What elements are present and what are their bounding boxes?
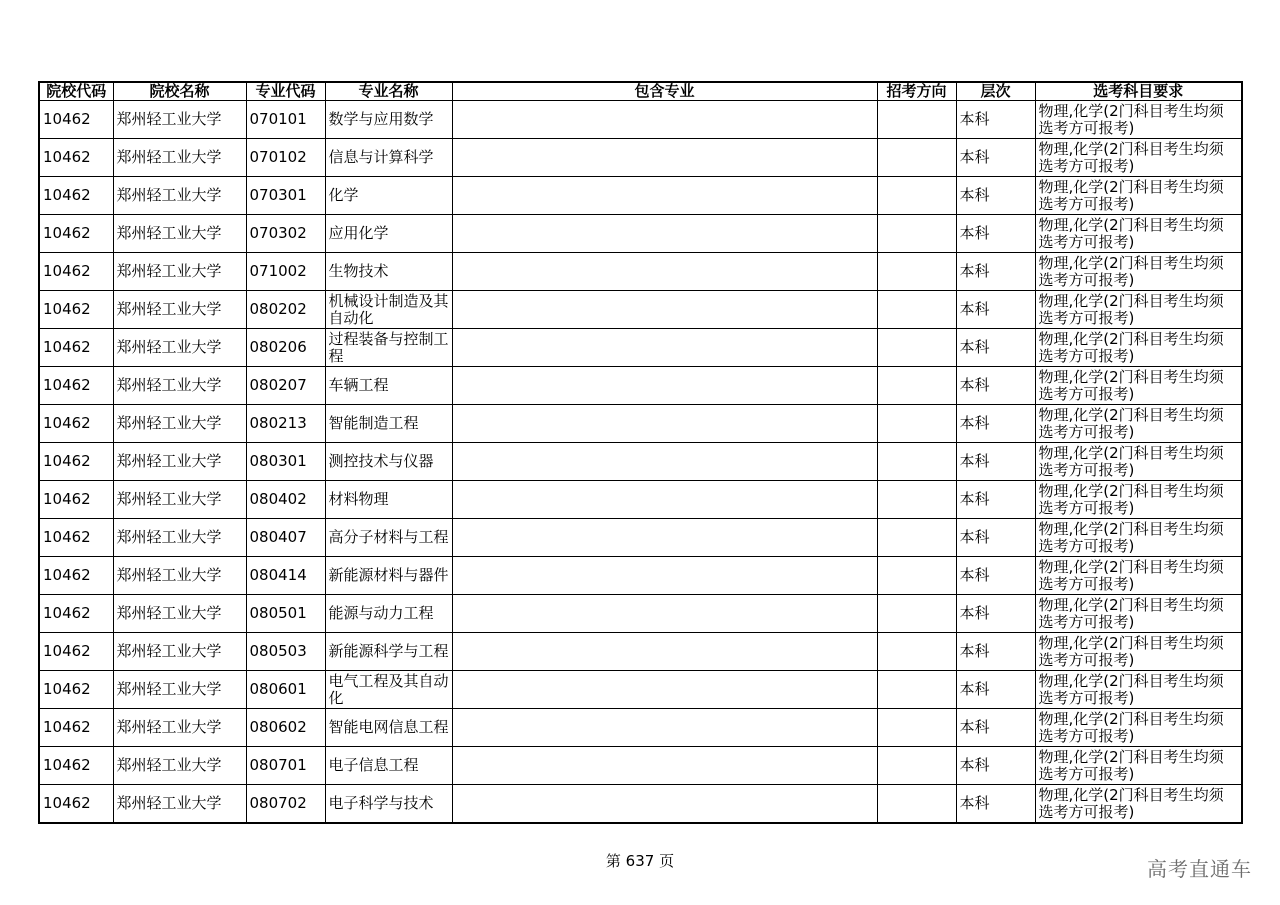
cell-major-name: 车辆工程: [325, 367, 452, 405]
table-row: [39, 367, 1242, 405]
cell-direction: [877, 405, 956, 443]
cell-included-majors: [452, 367, 877, 405]
cell-included-majors: [452, 139, 877, 177]
cell-level: 本科: [956, 633, 1035, 671]
table-row: [39, 519, 1242, 557]
cell-direction: [877, 557, 956, 595]
cell-subject-requirement: 物理,化学(2门科目考生均须选考方可报考): [1035, 481, 1242, 519]
cell-major-name: 数学与应用数学: [325, 101, 452, 139]
table-row: [39, 405, 1242, 443]
cell-major-code: 080206: [246, 329, 325, 367]
cell-included-majors: [452, 595, 877, 633]
cell-subject-requirement: 物理,化学(2门科目考生均须选考方可报考): [1035, 253, 1242, 291]
cell-school-name: 郑州轻工业大学: [113, 747, 246, 785]
cell-subject-requirement: 物理,化学(2门科目考生均须选考方可报考): [1035, 215, 1242, 253]
cell-school-name: 郑州轻工业大学: [113, 557, 246, 595]
table-row: [39, 253, 1242, 291]
cell-school-code: 10462: [39, 633, 113, 671]
cell-level: 本科: [956, 139, 1035, 177]
cell-major-code: 080213: [246, 405, 325, 443]
cell-direction: [877, 291, 956, 329]
cell-direction: [877, 785, 956, 824]
cell-subject-requirement: 物理,化学(2门科目考生均须选考方可报考): [1035, 595, 1242, 633]
table-row: [39, 101, 1242, 139]
cell-major-name: 机械设计制造及其自动化: [325, 291, 452, 329]
cell-subject-requirement: 物理,化学(2门科目考生均须选考方可报考): [1035, 177, 1242, 215]
cell-school-code: 10462: [39, 785, 113, 824]
table-row: [39, 709, 1242, 747]
cell-major-code: 080414: [246, 557, 325, 595]
cell-level: 本科: [956, 329, 1035, 367]
cell-school-code: 10462: [39, 709, 113, 747]
cell-direction: [877, 367, 956, 405]
table-body: [39, 101, 1242, 824]
cell-direction: [877, 329, 956, 367]
cell-included-majors: [452, 177, 877, 215]
cell-direction: [877, 595, 956, 633]
cell-school-code: 10462: [39, 557, 113, 595]
cell-major-code: 080407: [246, 519, 325, 557]
header-row: [39, 82, 1242, 101]
cell-subject-requirement: 物理,化学(2门科目考生均须选考方可报考): [1035, 405, 1242, 443]
cell-major-name: 智能制造工程: [325, 405, 452, 443]
cell-included-majors: [452, 671, 877, 709]
cell-major-code: 080207: [246, 367, 325, 405]
cell-level: 本科: [956, 367, 1035, 405]
cell-major-code: 080503: [246, 633, 325, 671]
cell-major-code: 080501: [246, 595, 325, 633]
cell-major-code: 070302: [246, 215, 325, 253]
cell-school-name: 郑州轻工业大学: [113, 253, 246, 291]
cell-major-name: 电气工程及其自动化: [325, 671, 452, 709]
table-row: [39, 595, 1242, 633]
cell-school-code: 10462: [39, 481, 113, 519]
cell-major-code: 070101: [246, 101, 325, 139]
table-row: [39, 215, 1242, 253]
cell-subject-requirement: 物理,化学(2门科目考生均须选考方可报考): [1035, 747, 1242, 785]
cell-school-code: 10462: [39, 405, 113, 443]
cell-school-code: 10462: [39, 595, 113, 633]
cell-school-code: 10462: [39, 215, 113, 253]
header-school-code: 院校代码: [39, 82, 113, 101]
cell-school-code: 10462: [39, 443, 113, 481]
cell-major-code: 070301: [246, 177, 325, 215]
cell-subject-requirement: 物理,化学(2门科目考生均须选考方可报考): [1035, 785, 1242, 824]
cell-direction: [877, 177, 956, 215]
cell-school-name: 郑州轻工业大学: [113, 633, 246, 671]
cell-level: 本科: [956, 709, 1035, 747]
cell-school-name: 郑州轻工业大学: [113, 101, 246, 139]
cell-subject-requirement: 物理,化学(2门科目考生均须选考方可报考): [1035, 291, 1242, 329]
cell-major-code: 071002: [246, 253, 325, 291]
table-row: [39, 747, 1242, 785]
cell-major-name: 应用化学: [325, 215, 452, 253]
cell-school-code: 10462: [39, 139, 113, 177]
cell-school-code: 10462: [39, 177, 113, 215]
cell-school-code: 10462: [39, 747, 113, 785]
cell-level: 本科: [956, 595, 1035, 633]
cell-major-name: 生物技术: [325, 253, 452, 291]
cell-direction: [877, 481, 956, 519]
cell-school-name: 郑州轻工业大学: [113, 177, 246, 215]
watermark: 高考直通车: [1147, 857, 1252, 881]
cell-included-majors: [452, 215, 877, 253]
header-major-code: 专业代码: [246, 82, 325, 101]
cell-subject-requirement: 物理,化学(2门科目考生均须选考方可报考): [1035, 519, 1242, 557]
cell-subject-requirement: 物理,化学(2门科目考生均须选考方可报考): [1035, 139, 1242, 177]
cell-school-name: 郑州轻工业大学: [113, 671, 246, 709]
cell-level: 本科: [956, 481, 1035, 519]
cell-level: 本科: [956, 557, 1035, 595]
cell-subject-requirement: 物理,化学(2门科目考生均须选考方可报考): [1035, 367, 1242, 405]
cell-direction: [877, 671, 956, 709]
cell-included-majors: [452, 443, 877, 481]
table-row: [39, 443, 1242, 481]
cell-level: 本科: [956, 215, 1035, 253]
cell-included-majors: [452, 253, 877, 291]
table-row: [39, 671, 1242, 709]
cell-major-name: 智能电网信息工程: [325, 709, 452, 747]
cell-direction: [877, 139, 956, 177]
cell-school-code: 10462: [39, 253, 113, 291]
cell-direction: [877, 709, 956, 747]
header-included-majors: 包含专业: [452, 82, 877, 101]
cell-school-name: 郑州轻工业大学: [113, 709, 246, 747]
cell-school-code: 10462: [39, 519, 113, 557]
cell-school-code: 10462: [39, 101, 113, 139]
cell-direction: [877, 253, 956, 291]
cell-level: 本科: [956, 747, 1035, 785]
cell-school-code: 10462: [39, 329, 113, 367]
cell-included-majors: [452, 747, 877, 785]
header-level: 层次: [956, 82, 1035, 101]
cell-subject-requirement: 物理,化学(2门科目考生均须选考方可报考): [1035, 633, 1242, 671]
header-subject-requirement: 选考科目要求: [1035, 82, 1242, 101]
cell-major-code: 080601: [246, 671, 325, 709]
cell-school-name: 郑州轻工业大学: [113, 785, 246, 824]
cell-major-name: 测控技术与仪器: [325, 443, 452, 481]
cell-subject-requirement: 物理,化学(2门科目考生均须选考方可报考): [1035, 443, 1242, 481]
cell-major-name: 材料物理: [325, 481, 452, 519]
cell-major-code: 080202: [246, 291, 325, 329]
enrollment-table: [38, 81, 1243, 824]
cell-school-name: 郑州轻工业大学: [113, 519, 246, 557]
cell-school-code: 10462: [39, 291, 113, 329]
cell-level: 本科: [956, 405, 1035, 443]
table-row: [39, 139, 1242, 177]
cell-level: 本科: [956, 785, 1035, 824]
cell-level: 本科: [956, 519, 1035, 557]
cell-included-majors: [452, 405, 877, 443]
cell-major-name: 化学: [325, 177, 452, 215]
cell-direction: [877, 747, 956, 785]
cell-subject-requirement: 物理,化学(2门科目考生均须选考方可报考): [1035, 709, 1242, 747]
cell-school-name: 郑州轻工业大学: [113, 215, 246, 253]
header-direction: 招考方向: [877, 82, 956, 101]
table-row: [39, 785, 1242, 824]
cell-major-code: 080402: [246, 481, 325, 519]
page-number: 第 637 页: [605, 852, 675, 870]
cell-school-name: 郑州轻工业大学: [113, 595, 246, 633]
table-row: [39, 633, 1242, 671]
cell-school-name: 郑州轻工业大学: [113, 405, 246, 443]
cell-major-name: 过程装备与控制工程: [325, 329, 452, 367]
cell-included-majors: [452, 291, 877, 329]
cell-included-majors: [452, 709, 877, 747]
cell-level: 本科: [956, 253, 1035, 291]
table-row: [39, 329, 1242, 367]
cell-level: 本科: [956, 671, 1035, 709]
cell-direction: [877, 633, 956, 671]
cell-included-majors: [452, 557, 877, 595]
cell-included-majors: [452, 101, 877, 139]
cell-direction: [877, 519, 956, 557]
cell-included-majors: [452, 329, 877, 367]
cell-included-majors: [452, 481, 877, 519]
cell-major-code: 080701: [246, 747, 325, 785]
cell-subject-requirement: 物理,化学(2门科目考生均须选考方可报考): [1035, 671, 1242, 709]
cell-major-name: 电子科学与技术: [325, 785, 452, 824]
cell-school-name: 郑州轻工业大学: [113, 367, 246, 405]
cell-major-code: 080702: [246, 785, 325, 824]
cell-included-majors: [452, 633, 877, 671]
cell-school-name: 郑州轻工业大学: [113, 481, 246, 519]
cell-school-name: 郑州轻工业大学: [113, 443, 246, 481]
cell-major-name: 新能源材料与器件: [325, 557, 452, 595]
cell-major-name: 新能源科学与工程: [325, 633, 452, 671]
cell-included-majors: [452, 785, 877, 824]
cell-school-code: 10462: [39, 671, 113, 709]
cell-school-name: 郑州轻工业大学: [113, 329, 246, 367]
cell-subject-requirement: 物理,化学(2门科目考生均须选考方可报考): [1035, 557, 1242, 595]
cell-major-code: 070102: [246, 139, 325, 177]
cell-school-name: 郑州轻工业大学: [113, 291, 246, 329]
cell-level: 本科: [956, 443, 1035, 481]
cell-major-code: 080301: [246, 443, 325, 481]
cell-subject-requirement: 物理,化学(2门科目考生均须选考方可报考): [1035, 101, 1242, 139]
table-row: [39, 177, 1242, 215]
header-major-name: 专业名称: [325, 82, 452, 101]
table-row: [39, 557, 1242, 595]
cell-school-name: 郑州轻工业大学: [113, 139, 246, 177]
cell-direction: [877, 101, 956, 139]
cell-major-name: 电子信息工程: [325, 747, 452, 785]
table-row: [39, 291, 1242, 329]
cell-subject-requirement: 物理,化学(2门科目考生均须选考方可报考): [1035, 329, 1242, 367]
header-school-name: 院校名称: [113, 82, 246, 101]
cell-direction: [877, 443, 956, 481]
cell-level: 本科: [956, 101, 1035, 139]
cell-major-code: 080602: [246, 709, 325, 747]
cell-level: 本科: [956, 291, 1035, 329]
cell-major-name: 信息与计算科学: [325, 139, 452, 177]
cell-direction: [877, 215, 956, 253]
cell-major-name: 高分子材料与工程: [325, 519, 452, 557]
cell-school-code: 10462: [39, 367, 113, 405]
table-row: [39, 481, 1242, 519]
cell-major-name: 能源与动力工程: [325, 595, 452, 633]
cell-included-majors: [452, 519, 877, 557]
cell-level: 本科: [956, 177, 1035, 215]
